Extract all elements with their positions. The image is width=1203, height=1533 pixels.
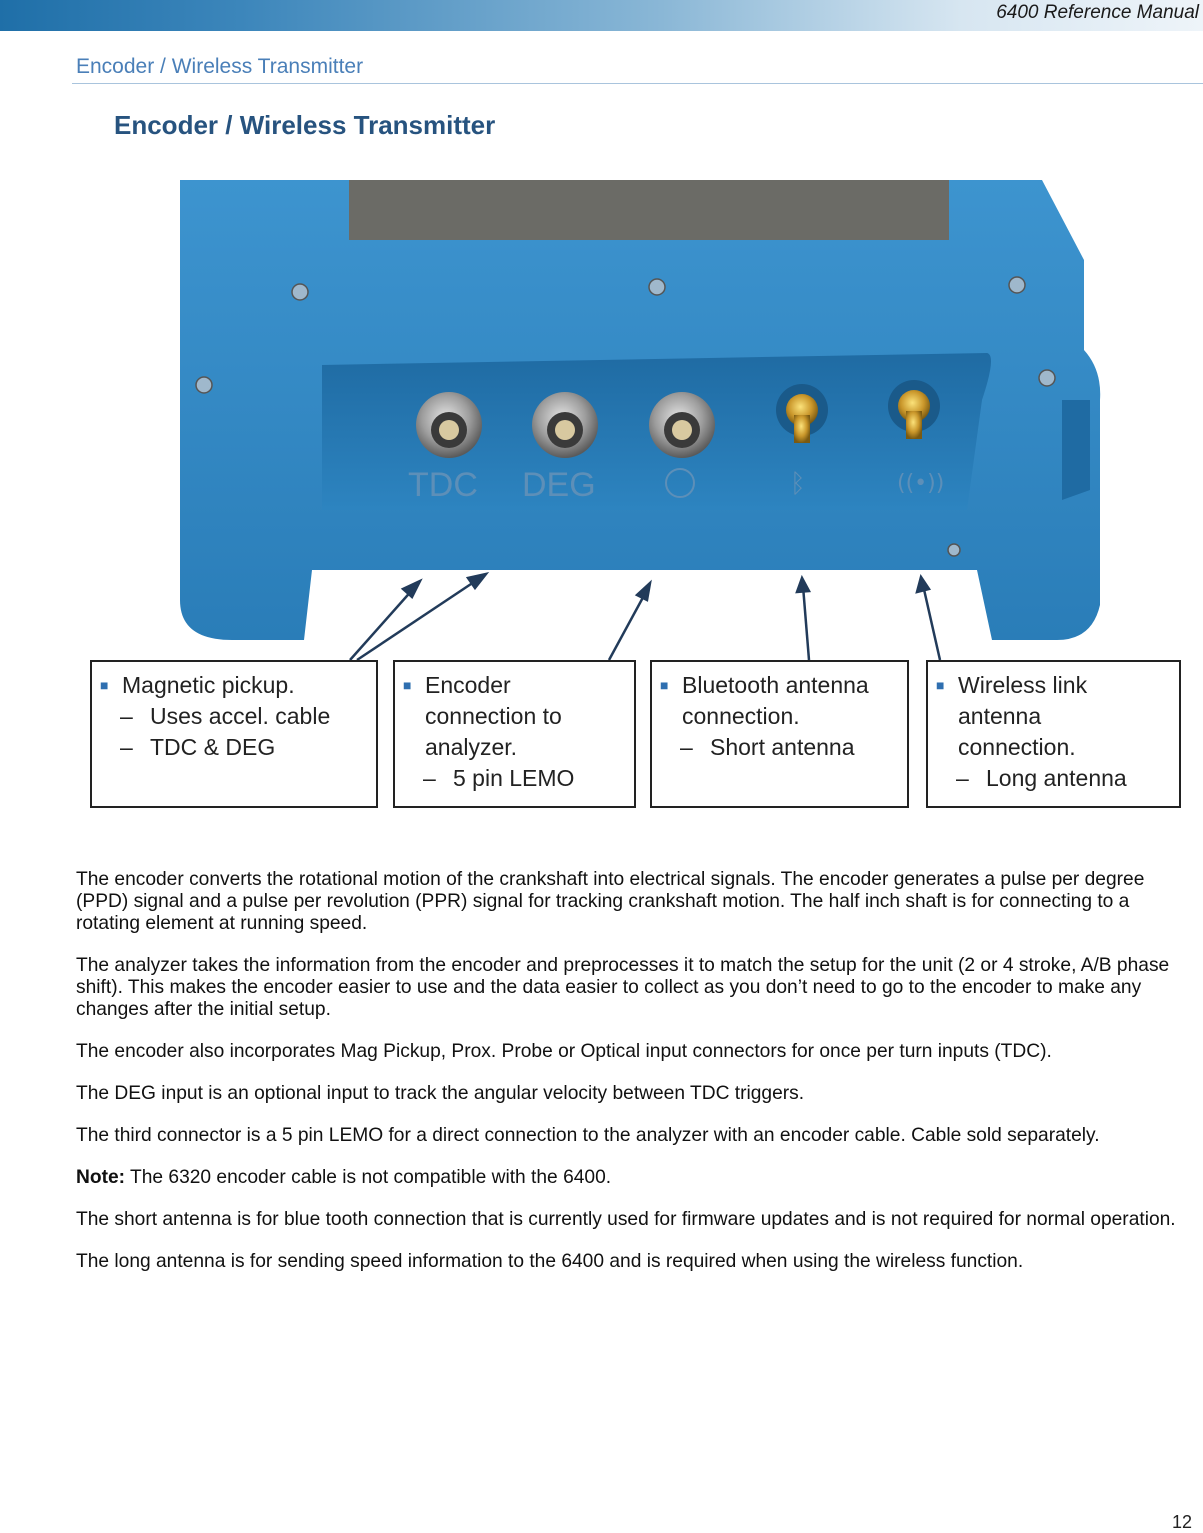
note-text: The 6320 encoder cable is not compatible with the 6400.: [125, 1167, 612, 1188]
callout-bullet: Wireless link antenna connection.: [958, 672, 1088, 760]
paragraph: The short antenna is for blue tooth connection that is currently used for firmware updates and is not required for normal operation.: [76, 1209, 1176, 1230]
screw-icon: [1039, 370, 1055, 386]
arrow-line: [357, 578, 480, 660]
callout-sub: Short antenna: [710, 734, 855, 760]
side-latch: [1062, 400, 1090, 500]
deg-label: DEG: [522, 466, 596, 504]
callout-sub: TDC & DEG: [150, 734, 276, 760]
screw-icon: [649, 279, 665, 295]
arrow-line: [350, 588, 414, 660]
callout-magnetic-pickup: ■ Magnetic pickup. – Uses accel. cable – TDC & DEG: [90, 660, 378, 808]
lemo-connector-tdc: [416, 392, 482, 458]
screw-icon: [1009, 277, 1025, 293]
arrow-head: [917, 577, 929, 592]
callout-encoder-connection: ■ Encoder connection to analyzer. – 5 pin LEMO: [393, 660, 636, 808]
callout-bullet: Magnetic pickup.: [122, 672, 295, 698]
arrow-line: [923, 585, 940, 660]
paragraph: The third connector is a 5 pin LEMO for a direct connection to the analyzer with an encoder cable. Cable sold separately.: [76, 1125, 1100, 1146]
arrow-line: [803, 586, 809, 660]
paragraph: The encoder also incorporates Mag Pickup, Prox. Probe or Optical input connectors for once per turn inputs (TDC).: [76, 1041, 1052, 1062]
paragraph: The encoder converts the rotational motion of the crankshaft into electrical signals. The encoder generates a pulse per degree (PPD) signal and a pulse per revolution (PPR) signal for tracking crankshaft motion. The half inch shaft is for connecting to a rotating element at running speed.: [76, 869, 1145, 934]
figure-title: Encoder / Wireless Transmitter: [114, 110, 496, 140]
encoder-figure: [72, 100, 1203, 830]
arrow-line: [609, 590, 647, 660]
tdc-label: TDC: [408, 466, 478, 504]
note-label: Note:: [76, 1167, 126, 1188]
manual-title: 6400 Reference Manual: [996, 2, 1199, 23]
callout-bullet: Bluetooth antenna connection.: [682, 672, 869, 729]
device-screen: [349, 180, 949, 240]
page-number: 12: [1171, 1512, 1192, 1532]
paragraph: The analyzer takes the information from the encoder and preprocesses it to match the setup for the unit (2 or 4 stroke, A/B phase shift). This makes the encoder easier to use and the data easier to collect as you don’t need to go to the encoder to make any changes after the initial setup.: [76, 955, 1170, 1020]
callout-sub: Long antenna: [986, 765, 1127, 791]
arrow-head: [403, 581, 420, 597]
paragraph: The long antenna is for sending speed information to the 6400 and is required when using the wireless function.: [76, 1251, 1024, 1272]
lemo-connector-encoder: [649, 392, 715, 458]
callout-sub: Uses accel. cable: [150, 703, 331, 729]
header-bar: [0, 0, 1203, 31]
note-paragraph: [76, 1167, 1194, 1189]
section-title: Encoder / Wireless Transmitter: [76, 55, 364, 78]
arrow-head: [637, 583, 650, 600]
body-text: [76, 869, 1194, 1293]
paragraph: The DEG input is an optional input to track the angular velocity between TDC triggers.: [76, 1083, 805, 1104]
screw-icon: [948, 544, 960, 556]
callout-bullet: Encoder connection to analyzer.: [425, 672, 562, 760]
section-divider: [72, 83, 1203, 84]
callout-sub: 5 pin LEMO: [453, 765, 575, 791]
callout-wireless-antenna: ■ Wireless link antenna connection. – Long antenna: [926, 660, 1181, 808]
callout-bluetooth-antenna: ■ Bluetooth antenna connection. – Short antenna: [650, 660, 909, 808]
wireless-icon: ((•)): [897, 471, 945, 496]
bluetooth-icon: ᛒ: [790, 469, 806, 499]
screw-icon: [292, 284, 308, 300]
screw-icon: [196, 377, 212, 393]
arrow-head: [797, 578, 809, 592]
lemo-connector-deg: [532, 392, 598, 458]
arrow-head: [468, 574, 486, 588]
